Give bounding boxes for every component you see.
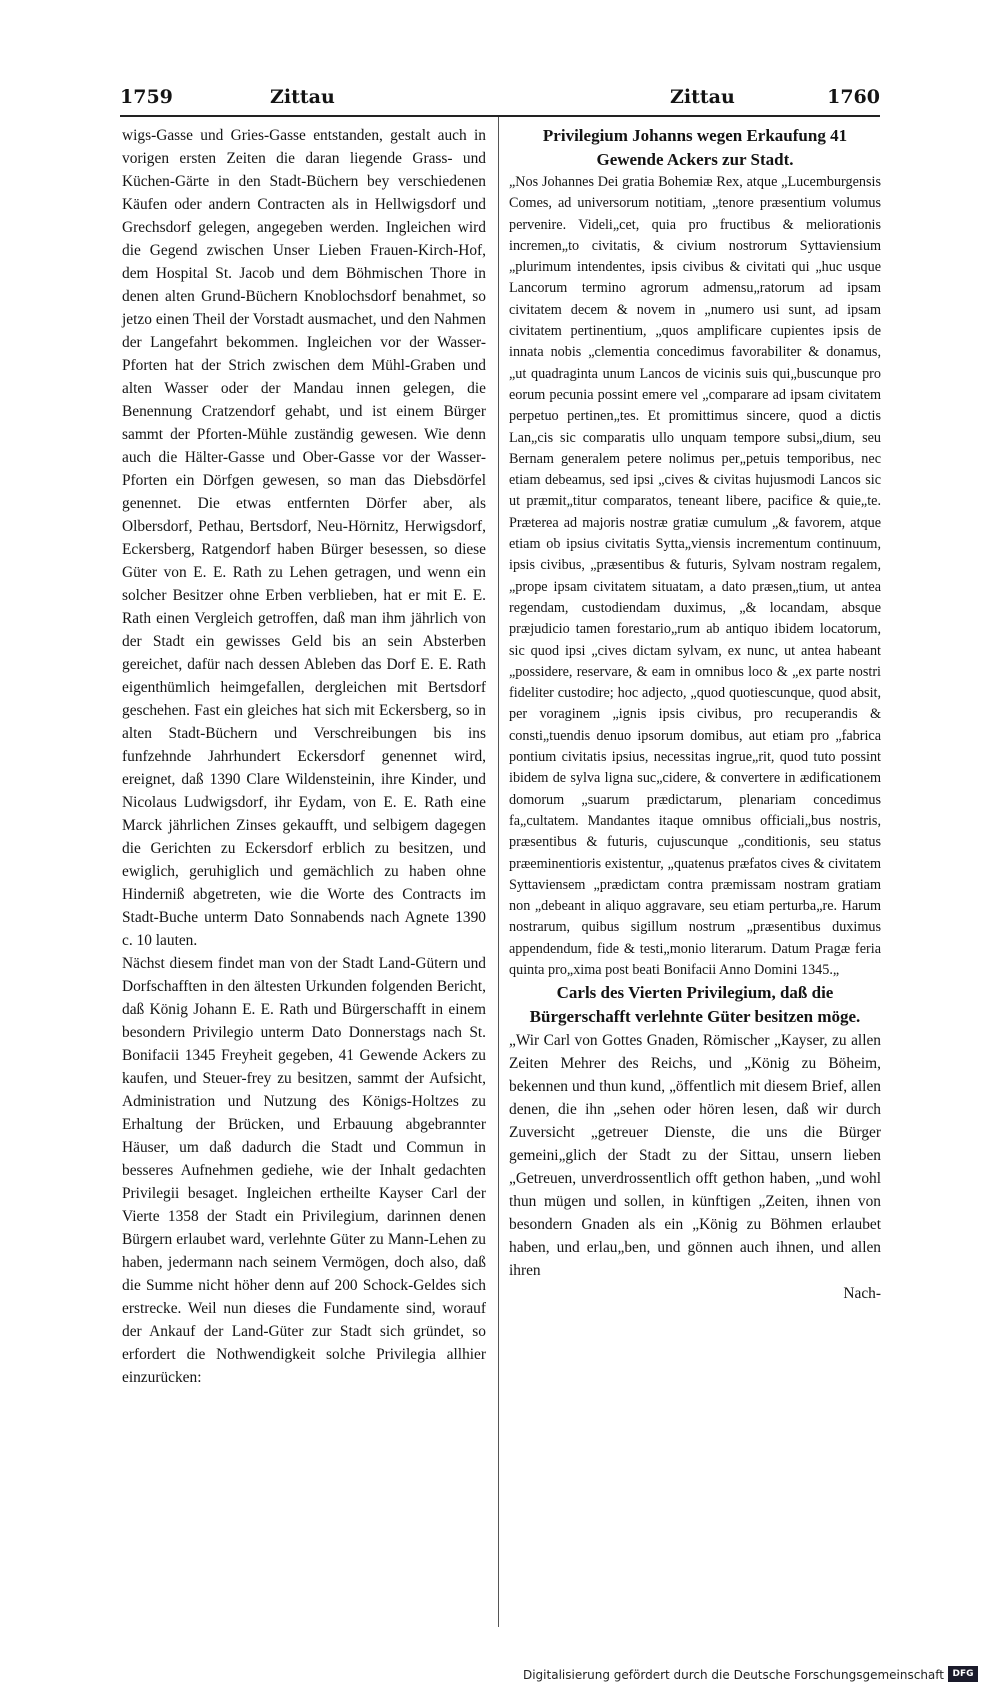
privilege-heading-johann: Privilegium Johanns wegen Erkaufung 41 Gewende Ackers zur Stadt. bbox=[542, 126, 848, 169]
column-divider bbox=[498, 117, 499, 1627]
right-running-head: Zittau bbox=[670, 86, 735, 108]
catchword: Nach- bbox=[843, 1285, 881, 1303]
right-page-number: 1760 bbox=[827, 86, 880, 108]
left-running-head: Zittau bbox=[270, 86, 335, 108]
left-column bbox=[122, 124, 486, 1389]
left-paragraph-2: Nächst diesem findet man von der Stadt Land-Gütern und Dorfschafften in den ältesten Urkunden folgenden Bericht, daß König Johann E. E. Rath und Bürgerschafft in einem besondern Privilegio unterm Dato Donnerstags nach St. Bonifacii 1345 Freyheit gegeben, 41 Gewende Ackers zu kaufen, und Steuer-frey zu besitzen, sammt der Aufsicht, Administration und Nutzung des Königs-Holtzes zu Erhaltung der Brücken, und Erbauung abgebrannter Häuser, um daß dadurch die Stadt und Commun in besseres Aufnehmen gediehe, wie der Inhalt gedachten Privilegii besaget. Ingleichen ertheilte Kayser Carl der Vierte 1358 der Stadt ein Privilegium, darinnen denen Bürgern erlaubet ward, verlehnte Güter zu Mann-Lehen zu haben, jedermann nach seinem Vermögen, doch also, daß die Summe nicht höher denn auf 200 Schock-Geldes sich erstrecke. Weil nun dieses die Fundamente sind, worauf der Ankauf der Land-Güter zur Stadt sich gründet, so erfordert die Nothwendigkeit solche Privilegia allhier einzurücken: bbox=[122, 955, 486, 1386]
left-page-number: 1759 bbox=[120, 86, 173, 108]
dfg-logo: DFG bbox=[948, 1666, 978, 1682]
left-paragraph-1: wigs-Gasse und Gries-Gasse entstanden, gestalt auch in vorigen ersten Zeiten die daran liegende Grass- und Küchen-Gärte in den Stadt-Büchern bey verschiedenen Käufen oder andern Contracten als in Hellwigsdorf und Grechsdorf gelegen, angegeben werden. Ingleichen wird die Gegend zwischen Unser Lieben Frauen-Kirch-Hof, dem Hospital St. Jacob und dem Böhmischen Thore in denen alten Grund-Büchern Knoblochsdorf benahmet, so jetzo einen Theil der Vorstadt ausmachet, und den Nahmen der Langefahrt bekommen. Ingleichen vor der Wasser-Pforten hat der Strich zwischen dem Mühl-Graben und alten Wasser oder der Mandau innen gelegen, die Benennung Cratzendorf gehabt, und ist einem Bürger sammt der Pforten-Mühle zuständig gewesen. Wie denn auch die Hälter-Gasse und Ober-Gasse vor der Wasser-Pforten ein Dörfgen gewesen, so man das Diebsdörfel genennet. Die etwas entfernten Dörfer aber, als Olbersdorf, Pethau, Bertsdorf, Neu-Hörnitz, Herwigsdorf, Eckersberg, Ratgendorf haben Bürger besessen, so diese Güter von E. E. Rath zu Lehen getragen, und wenn ein solcher Besitzer ohne Erben verblieben, hat er mit E. E. Rath einen Vergleich getroffen, daß man ihm jährlich von der Stadt ein gewisses Geld bis an sein Absterben gereichet, dafür nach dessen Ableben das Dorf E. E. Rath eigenthümlich heimgefallen, dergleichen mit Bertsdorf geschehen. Fast ein gleiches hat sich mit Eckersberg, so in alten Stadt-Büchern und Verschreibungen bis ins funfzehnde Jahrhundert Eckersdorf genennet wird, ereignet, daß 1390 Clare Wildensteinin, ihre Kinder, und Nicolaus Ludwigsdorf, ihr Eydam, von E. E. Rath eine Marck jährlichen Zinses gekaufft, und selbigem dagegen die Gerichten zu Eckersdorf erblich zu besitzen, und ewiglich, geruhiglich und gemächlich zu haben ohne Hinderniß abgetreten, wie die Worte des Contracts im Stadt-Buche unterm Dato Sonnabends nach Agnete 1390 c. 10 lauten. bbox=[122, 127, 486, 949]
header-rule bbox=[120, 115, 880, 117]
right-column bbox=[509, 124, 881, 1305]
german-charter-text: „Wir Carl von Gottes Gnaden, Römischer „Kayser, zu allen Zeiten Mehrer des Reichs, und „König zu Böheim, bekennen und thun kund, „öffentlich mit diesem Brief, allen denen, die ihn „sehen oder hören lesen, daß wir durch Zuversicht „getreuer Dienste, die uns die Bürger gemeini„glich der Stadt zu der Sittau, unsern lieben „Getreuen, unverdrossentlich offt gethon haben, „und wohl thun mügen und sollen, in künftigen „Zeiten, ihnen von besondern Gnaden als ein „König zu Böhmen erlaubet haben, und erlau„ben, und gönnen auch ihnen, und allen ihren bbox=[509, 1032, 881, 1280]
page-header bbox=[120, 80, 880, 114]
digitization-credit: Digitalisierung gefördert durch die Deutsche Forschungsgemeinschaft bbox=[522, 1668, 944, 1682]
privilege-heading-carl: Carls des Vierten Privilegium, daß die Bürgerschafft verlehnte Güter besitzen möge. bbox=[529, 983, 861, 1027]
latin-charter-text: „Nos Johannes Dei gratia Bohemiæ Rex, atque „Lucemburgensis Comes, ad universorum notitiam, „tenore præsentium volumus pervenire. Videli„cet, quia pro fructibus & meliorationis incremen„to civitatis, & civium nostrorum Syttaviensium „plurimum intendentes, ipsis civibus & civitati qui „huc usque Lancorum termino agrorum admensu„ratorum ad ipsam civitatem decem & novem in „numero usi sunt, ad ipsam civitatem pertinentium, „quos amplificare cupientes ipsis de innata nobis „clementia concedimus favorabiliter & donamus, „ut quadraginta unum Lancos de vicinis suis qui„buscunque pro eorum pecunia possint emere vel „comparare ad ipsam civitatem perpetuo pertinen„tes. Et promittimus sincere, quod a dictis Lan„cis sic comparatis ullo unquam tempore subsi„dium, seu Bernam generalem petere nolimus per„petuis temporibus, nec etiam debeamus, sed ipsi „cives & civitas hujusmodi Lancos sic ut præmit„titur comparatos, teneant libere, pacifice & quie„te. Præterea ad majoris nostræ gratiæ cumulum „& favorem, atque etiam ob ipsius civitatis Sytta„viensis incrementum continuum, ipsis civibus, „præsentibus & futuris, Sylvam nostram regalem, „prope ipsam civitatem situatam, a dato præsen„tium, ut antea regendam, custodiendam duximus, „& locandam, absque præjudicio tamen forestario„rum ab antiquo ibidem locatorum, sic quod ipsi „cives dictam sylvam, ex nunc, ut antea habeant „possidere, reservare, & eam in omnibus loco & „ex parte nostri fideliter custodire; hoc adjecto, „quod quotiescunque, quod absit, per voraginem „ignis ipsis civibus, pro recuperandis & consti„tuendis denuo ipsorum domibus, aut etiam pro „fabrica pontium civitatis ipsius, necessitas ingrue„rit, quod tuto possint ibidem de sylva ligna suc„cidere, & convertere in ædificationem domorum „suarum prædictarum, plenariam concedimus fa„cultatem. Mandantes itaque omnibus officiali„bus nostris, præsentibus & futuris, cujuscunque „conditionis, seu status præeminentioris existentur, „quatenus præfatos cives & civitatem Syttaviensem „prædictam contra præmissam nostram gratiam non „debeant in aliquo aggravare, seu etiam perturba„re. Harum nostrarum, quibus sigillum nostrum „præsentibus duximus appendendum, fide & testi„monio literarum. Datum Pragæ feria quinta pro„xima post beati Bonifacii Anno Domini 1345.„ bbox=[509, 174, 881, 978]
